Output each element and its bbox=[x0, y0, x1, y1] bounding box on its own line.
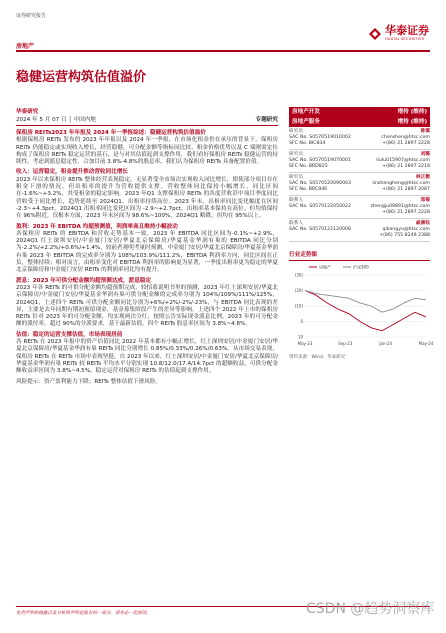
section-body: 2023 年以来保租房 REITs 整体经营表现稳定，无显著受全市场次实现收入同比增长，即使部分项目存在租金下滑的情况，但出租率的提升为营收提供支撑。营收整体同比保持小幅增长，同比区间在-1.6%~+3.2%，其受租金的稳定影响。2023 年Q1 支撑保租房 REITs 的各度营收甚中项目季度同比营收受于同比增长，趋势延续至 2024Q1，出租率持续高位。2023 年末，出租率同比变化幅度在区间 -2.3~+4.3pct，2024Q1 出租率同比变化区间为 -2.9~+2.7pct，出租率基本保持在高位。但均值保持在 96%附近，仅根本方面，2023 年末区间为 98.6%~100%，2024Q1 略降，但均在 95%以上。 bbox=[16, 176, 278, 220]
section-title: 派息：2023 年可供分配金额均超预测达成，派息稳定 bbox=[16, 277, 151, 284]
analyst-role: 研究员 bbox=[289, 175, 304, 180]
main-body bbox=[16, 107, 278, 386]
section-income bbox=[16, 169, 278, 220]
logo-cn: 华泰证券 bbox=[385, 24, 429, 37]
analyst-sac: SAC No. S0570122120008 bbox=[289, 227, 351, 232]
analyst-phone: +(86) 21 2897 2228 bbox=[382, 141, 430, 146]
x-tick-label: Sep-23 bbox=[338, 341, 353, 346]
analyst-role: 研究员 bbox=[289, 152, 304, 157]
rating-value: 增持 (维持) bbox=[397, 109, 427, 115]
analyst-role: 联系人 bbox=[289, 221, 304, 226]
report-date: 2024 年 5 月 07 日 │ 中国内地 bbox=[16, 117, 96, 123]
analyst-phone: +(86) 21 2897 2228 bbox=[382, 210, 430, 215]
report-kind: 专题研究 bbox=[255, 117, 278, 123]
analyst-email[interactable]: zhengju09891@htsc.com bbox=[370, 204, 430, 209]
rating-value: 增持 (维持) bbox=[397, 119, 427, 125]
analyst-role: 联系人 bbox=[289, 198, 304, 203]
analyst-phone: +(86) 21 2897 2087 bbox=[382, 187, 430, 192]
analyst-name: 陈慎 bbox=[420, 129, 430, 134]
analyst-email[interactable]: qikangyu@htsc.com bbox=[382, 227, 430, 232]
analyst-sfc: SFC No. BRD825 bbox=[289, 164, 328, 169]
header-divider bbox=[16, 50, 430, 52]
rating-industry: 房地产开发 bbox=[292, 109, 320, 115]
analyst-name: 林正衡 bbox=[415, 175, 430, 180]
analyst-email[interactable]: linzhengheng@htsc.com bbox=[372, 181, 430, 186]
section-body: 各保租房 REITs 的 EBITDA 和营收走势基本一致，2023 年 EBITDA 同比区间为-0.1%~+2.9%，2024Q1 红土深圳安居/中金厦门安居/华夏北京保障房/华夏基金华润有巢的 EBITDA 同比分别为-2.2%/+2.2%/+0.6%/+1.4%，较前者观明考量时预测，中金厦门安居/华夏北京保障房/华夏基金华润有巢 2023 年 EBITDA 的完成率分别为 108%/103.9%/111.2%，EBITDA 利润率方向，同比区间在正负，整体持续；相对而言，由租率变化对 EBITDA 利润率的影响更为显著，一季度出租率更为稳定的华夏北京保障房和中金厦门安居 REITs 的利润率同比均有提升。 bbox=[16, 230, 278, 274]
y-tick-label: (20) bbox=[294, 288, 303, 293]
industry-trend-chart bbox=[289, 261, 434, 349]
x-tick-label: May-23 bbox=[297, 341, 313, 346]
analyst-card bbox=[289, 127, 430, 150]
series-line bbox=[305, 291, 426, 313]
research-label: 华泰研究 bbox=[16, 109, 39, 115]
report-title: 稳健运营构筑估值溢价 bbox=[16, 70, 147, 85]
watermark: CSDN @趋势洞察库 bbox=[306, 601, 435, 617]
analyst-email[interactable]: liulu015907@htsc.com bbox=[376, 158, 430, 163]
sector-label: 房地产 bbox=[16, 43, 35, 50]
legend-label: 沪深300 bbox=[353, 264, 369, 270]
analyst-sac: SAC No. S0570520090003 bbox=[289, 181, 351, 186]
analyst-sfc: SFC No. BIC834 bbox=[289, 141, 326, 146]
section-profit bbox=[16, 224, 278, 275]
chart-source: 资料来源：Wind，华泰研究 bbox=[289, 355, 346, 360]
section-body: 各 REITs 在 2023 年报中的资产估值同比 2022 年基本都有小幅正增长，红土深圳安居/中金厦门安居/华夏北京保障房/华夏基金华润有巢 REITs 同比分别增长 0.85%/0.33%/0.26%/0.63%。从市场交易表现，保租房 REITs 在 REITs 市场中表现坚挺，自 2023 年以来，红土深圳安居/中金厦门安居/华夏北京保障房/华夏基金华润有巢 REITs 较 REITs 平均水平分别实现 10.8/12.0/17.4/14.7pct 的超额收益，可供分配金额收益率区间为 3.8%~4.5%，稳定运营对保租房 REITs 的估值起到支撑作用。 bbox=[16, 339, 278, 375]
logo-en: HUATAI SECURITIES bbox=[385, 37, 425, 41]
section-body: 根据保租房 REITs 发布的 2023 年年报以及 2024 年一季报，在市场化租金仍在承压的背景下，保租房 REITs 仍能稳定或实现收入增长，经营稳健，可分配金额等指标同比较，租金价格优势以及 C 端刚需定位构成了保租房 REITs 稳定运营的基石，是与对其估值起到支撑作用，我们看好保租房 REITs 稳健运营的持续性，考虑到派息稳定性，合加目前 3.8%-4.8%的股息率，我们认为保租房 REITs 具备配置价值。 bbox=[16, 137, 278, 166]
rating-row bbox=[289, 117, 430, 127]
analyst-card bbox=[289, 173, 430, 196]
section-dividend bbox=[16, 278, 278, 329]
analyst-role: 研究员 bbox=[289, 129, 304, 134]
section-overview bbox=[16, 130, 278, 166]
series-line bbox=[305, 291, 426, 331]
report-type: 证券研究报告 bbox=[16, 13, 47, 19]
x-tick-label: May-24 bbox=[418, 341, 434, 346]
section-valuation bbox=[16, 332, 278, 376]
analyst-phone: +(86) 21 2897 2218 bbox=[382, 164, 430, 169]
x-tick-label: Jan-24 bbox=[379, 341, 393, 346]
logo bbox=[368, 25, 429, 41]
analyst-sac: SAC No. S0570519010002 bbox=[289, 135, 351, 140]
y-tick-label: 0 bbox=[300, 319, 303, 324]
chart-title: 行业走势图 bbox=[289, 250, 430, 261]
y-tick-label: (10) bbox=[294, 303, 303, 309]
section-body: 2023 年各 REITs 的可供分配金额均超预期完成，较招募说明书里的预测，2023 年红土深圳安居/华夏北京保障房/中金厦门安居/华夏基金华润有巢可供分配金额的完成率分别为 104%/109%/111%/125%，2024Q1，上述四个 REITs 可供分配金额同比分别为+6%/+2%/-2%/-23%，与 EBITDA 同比表现的差异，主要是去年同期有期初预留现金，基金募集阶段产生的差异等影响。上述四个 2022 年上市的保租房 REITs 针对 2023 年的可分配金额，均实现两次分红，按照公告实际现金派息比例，2023 年的可分配金额的派付率，超过 90%的分派要求，基于最新估值，四个 REITs 股息率区间为 3.8%~4.8%。 bbox=[16, 284, 278, 328]
analyst-sfc: SFC No. BRC946 bbox=[289, 187, 328, 192]
date-row bbox=[16, 115, 278, 126]
rating-industry: 房地产服务 bbox=[292, 119, 320, 125]
analyst-card bbox=[289, 196, 430, 219]
sidebar bbox=[289, 107, 434, 360]
section-title: 保租房 REITs2023 年年报及 2024 年一季报综述：稳健运营构筑估值溢价 bbox=[16, 130, 206, 136]
rating-row bbox=[289, 107, 430, 117]
analyst-phone: +(86) 755 8249 2388 bbox=[379, 233, 430, 238]
analyst-card bbox=[289, 150, 430, 173]
analyst-name: 郑菊 bbox=[420, 198, 430, 203]
risk-note: 风险提示：资产盈利能力下降；REITs 整体估值下滑风险。 bbox=[16, 378, 161, 385]
analyst-sac: SAC No. S0570519070001 bbox=[289, 158, 351, 163]
analyst-sac: SAC No. S0570122050022 bbox=[289, 204, 351, 209]
analyst-email[interactable]: chenshen@htsc.com bbox=[381, 135, 430, 140]
analyst-name: 戚康钰 bbox=[415, 221, 430, 226]
analyst-card bbox=[289, 219, 430, 242]
section-title: 收入：运营稳定，租金提升推动营收同比增长 bbox=[16, 169, 128, 176]
y-tick-label: 10 bbox=[297, 334, 303, 340]
footer-disclaimer: 免责声明和披露以及分析师声明是报告的一部分，请务必一起阅读。 bbox=[16, 611, 151, 616]
y-tick-label: (30) bbox=[294, 272, 303, 278]
analyst-name: 刘璐 bbox=[420, 152, 430, 157]
section-title: 盈利：2023 年 EBITDA 均超预测值，利润率高且维持小幅波动 bbox=[16, 223, 178, 230]
section-title: 估值：稳定的运营支撑估值，市场表现居前 bbox=[16, 331, 123, 338]
legend-label: 房地产 bbox=[319, 264, 331, 270]
huatai-logo-icon bbox=[368, 26, 382, 40]
